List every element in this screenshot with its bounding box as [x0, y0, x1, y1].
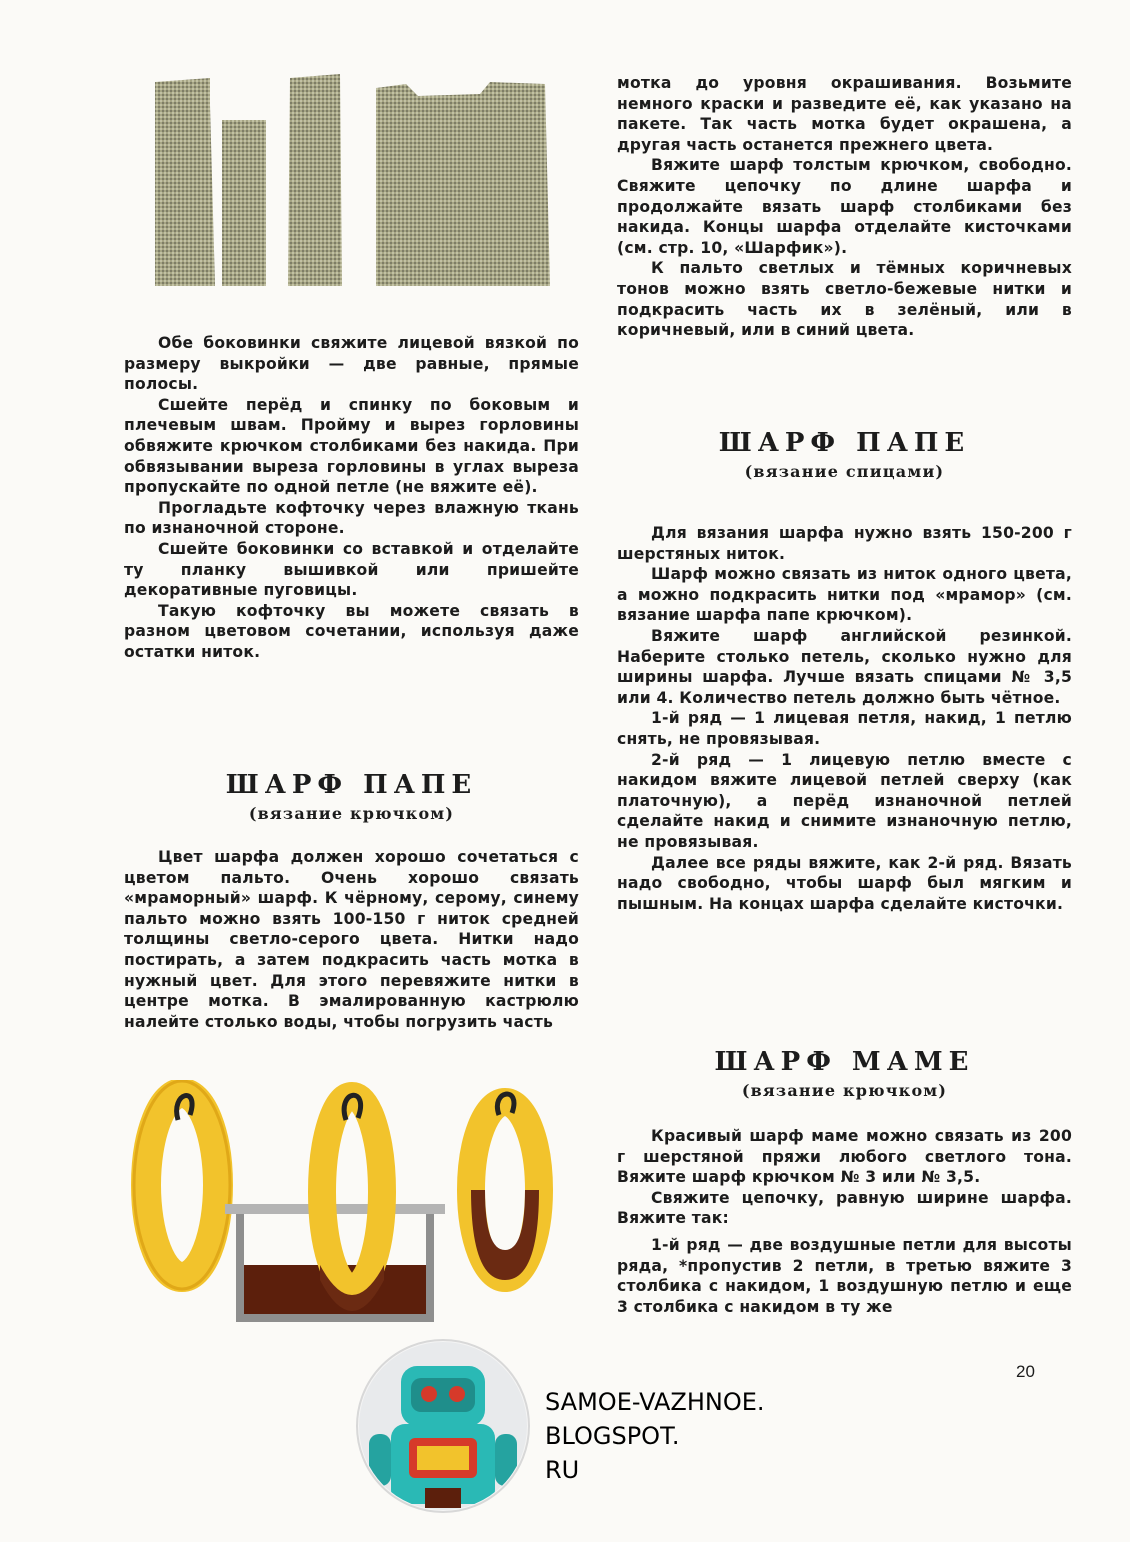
watermark-line: RU — [545, 1456, 580, 1484]
left-column — [124, 333, 579, 663]
website-watermark — [545, 1385, 765, 1487]
watermark-line: SAMOE-VAZHNOE. — [545, 1388, 765, 1416]
paragraph: Сшейте перёд и спинку по боковым и плечевым швам. Пройму и вырез горловины обвяжите крючком столбиками без накида. При обвязывании выреза горловины в углах выреза пропускайте по одной петле (не вяжите её). — [124, 395, 579, 497]
paragraph: Свяжите цепочку, равную ширине шарфа. Вяжите так: — [617, 1188, 1072, 1228]
paragraph: мотка до уровня окрашивания. Возьмите немного краски и разведите её, как указано на пакете. Так часть мотка будет окрашена, а другая часть останется прежнего цвета. — [617, 74, 1072, 154]
section-scarf-mom-crochet — [617, 1047, 1072, 1317]
paragraph: Далее все ряды вяжите, как 2-й ряд. Вязать надо свободно, чтобы шарф был мягким и пышным. На концах шарфа сделайте кисточки. — [617, 853, 1072, 913]
paragraph: Шарф можно связать из ниток одного цвета, а можно подкрасить нитки под «мрамор» (см. вязание шарфа папе крючком). — [617, 565, 1072, 625]
paragraph: Такую кофточку вы можете связать в разном цветовом сочетании, используя даже остатки ниток. — [124, 601, 579, 661]
paragraph: К пальто светлых и тёмных коричневых тонов можно взять светло-бежевые нитки и подкрасить часть их в зелёный, или в коричневый, или в синий цвета. — [617, 259, 1072, 340]
knitting-pattern-pieces-illustration — [150, 70, 560, 300]
paragraph: Прогладьте кофточку через влажную ткань по изнаночной стороне. — [124, 498, 579, 538]
yarn-dyeing-illustration — [130, 1080, 570, 1340]
paragraph: 1-й ряд — две воздушные петли для высоты ряда, *пропустив 2 петли, в третью вяжите 3 столбика с накидом, 1 воздушную петлю и еще 3 столбика с накидом в ту же — [617, 1235, 1072, 1316]
side-strip-left — [222, 120, 266, 286]
paragraph: Сшейте боковинки со вставкой и отделайте ту планку вышивкой или пришейте декоративные пуговицы. — [124, 539, 579, 600]
section-title: ШАРФ ПАПЕ — [718, 428, 971, 458]
paragraph: Обе боковинки свяжите лицевой вязкой по размеру выкройки — две равные, прямые полосы. — [124, 334, 579, 394]
section-scarf-dad-knitting — [617, 428, 1072, 914]
section-subtitle: (вязание крючком) — [741, 1081, 948, 1100]
paragraph: Для вязания шарфа нужно взять 150-200 г шерстяных ниток. — [617, 524, 1072, 563]
section-title: ШАРФ МАМЕ — [714, 1047, 975, 1077]
paragraph: Вяжите шарф английской резинкой. Наберите столько петель, сколько нужно для ширины шарфа. Лучше вязать спицами № 3,5 или 4. Количество петель должно быть чётное. — [617, 626, 1072, 707]
section-subtitle: (вязание спицами) — [744, 462, 945, 481]
right-column-top — [617, 73, 1072, 341]
paragraph: 2-й ряд — 1 лицевую петлю вместе с накидом вяжите лицевой петлей сверху (как платочную), а перёд изнаночной петлей сделайте накид и снимите изнаночную петлю, не провязывая. — [617, 750, 1072, 851]
paragraph: Вяжите шарф толстым крючком, свободно. Свяжите цепочку по длине шарфа и продолжайте вязать шарф столбиками без накида. Концы шарфа отделайте кисточками (см. стр. 10, «Шарфик»). — [617, 156, 1072, 257]
page-number: 20 — [1016, 1362, 1035, 1381]
side-strip-right — [288, 74, 342, 286]
front-piece — [155, 78, 215, 286]
paragraph: 1-й ряд — 1 лицевая петля, накид, 1 петлю снять, не провязывая. — [617, 709, 1072, 748]
watermark-line: BLOGSPOT. — [545, 1422, 680, 1450]
section-subtitle: (вязание крючком) — [248, 804, 455, 823]
paragraph: Цвет шарфа должен хорошо сочетаться с цветом пальто. Очень хорошо связать «мраморный» шарф. К чёрному, серому, синему пальто можно взять 100-150 г ниток средней толщины светло-серого цвета. Нитки надо постирать, а затем подкрасить часть мотка в нужный цвет. Для этого перевяжите нитки в центре мотка. В эмалированную кастрюлю налейте столько воды, чтобы погрузить часть — [124, 848, 579, 1031]
section-title: ШАРФ ПАПЕ — [225, 770, 478, 800]
back-piece — [376, 82, 550, 286]
section-scarf-dad-crochet — [124, 770, 579, 1032]
robot-logo-icon — [355, 1338, 531, 1514]
paragraph: Красивый шарф маме можно связать из 200 г шерстяной пряжи любого светлого тона. Вяжите шарф крючком № 3 или № 3,5. — [617, 1127, 1072, 1187]
